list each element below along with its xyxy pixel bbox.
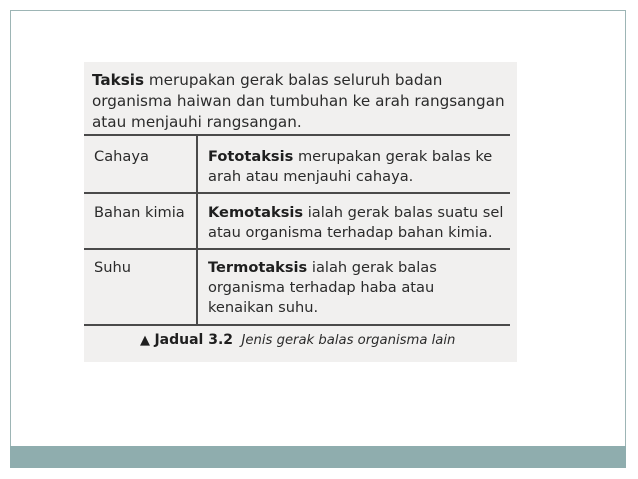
row-category-cahaya: Cahaya bbox=[94, 148, 149, 165]
table-column-divider bbox=[196, 136, 198, 326]
row-category-bahan-kimia: Bahan kimia bbox=[94, 204, 185, 221]
row-text: merupakan gerak balas ke arah atau menjauhi cahaya. bbox=[208, 148, 493, 185]
scanned-table-image bbox=[84, 62, 517, 362]
footer-bar bbox=[10, 446, 626, 468]
intro-paragraph bbox=[92, 70, 512, 133]
caption-label: Jadual 3.2 bbox=[154, 332, 234, 348]
row-description-termotaksis bbox=[208, 258, 458, 318]
row-text: ialah gerak balas organisma terhadap haba atau kenaikan suhu. bbox=[208, 259, 437, 316]
intro-text: merupakan gerak balas seluruh badan organisma haiwan dan tumbuhan ke arah rangsangan atau menjauhi rangsangan. bbox=[92, 71, 505, 131]
row-text: ialah gerak balas suatu sel atau organisma terhadap bahan kimia. bbox=[208, 204, 504, 241]
row-term: Kemotaksis bbox=[208, 204, 304, 221]
row-term: Fototaksis bbox=[208, 148, 294, 165]
row-description-kemotaksis bbox=[208, 203, 508, 243]
table-caption bbox=[140, 330, 510, 351]
triangle-marker-icon: ▲ bbox=[140, 333, 150, 348]
intro-term: Taksis bbox=[92, 71, 145, 89]
table-top-rule bbox=[84, 134, 510, 136]
row-category-suhu: Suhu bbox=[94, 259, 132, 276]
caption-text: Jenis gerak balas organisma lain bbox=[241, 333, 456, 348]
row-divider bbox=[84, 248, 510, 250]
table-bottom-rule bbox=[84, 324, 510, 326]
row-description-fototaksis bbox=[208, 147, 508, 187]
row-divider bbox=[84, 192, 510, 194]
row-term: Termotaksis bbox=[208, 259, 308, 276]
